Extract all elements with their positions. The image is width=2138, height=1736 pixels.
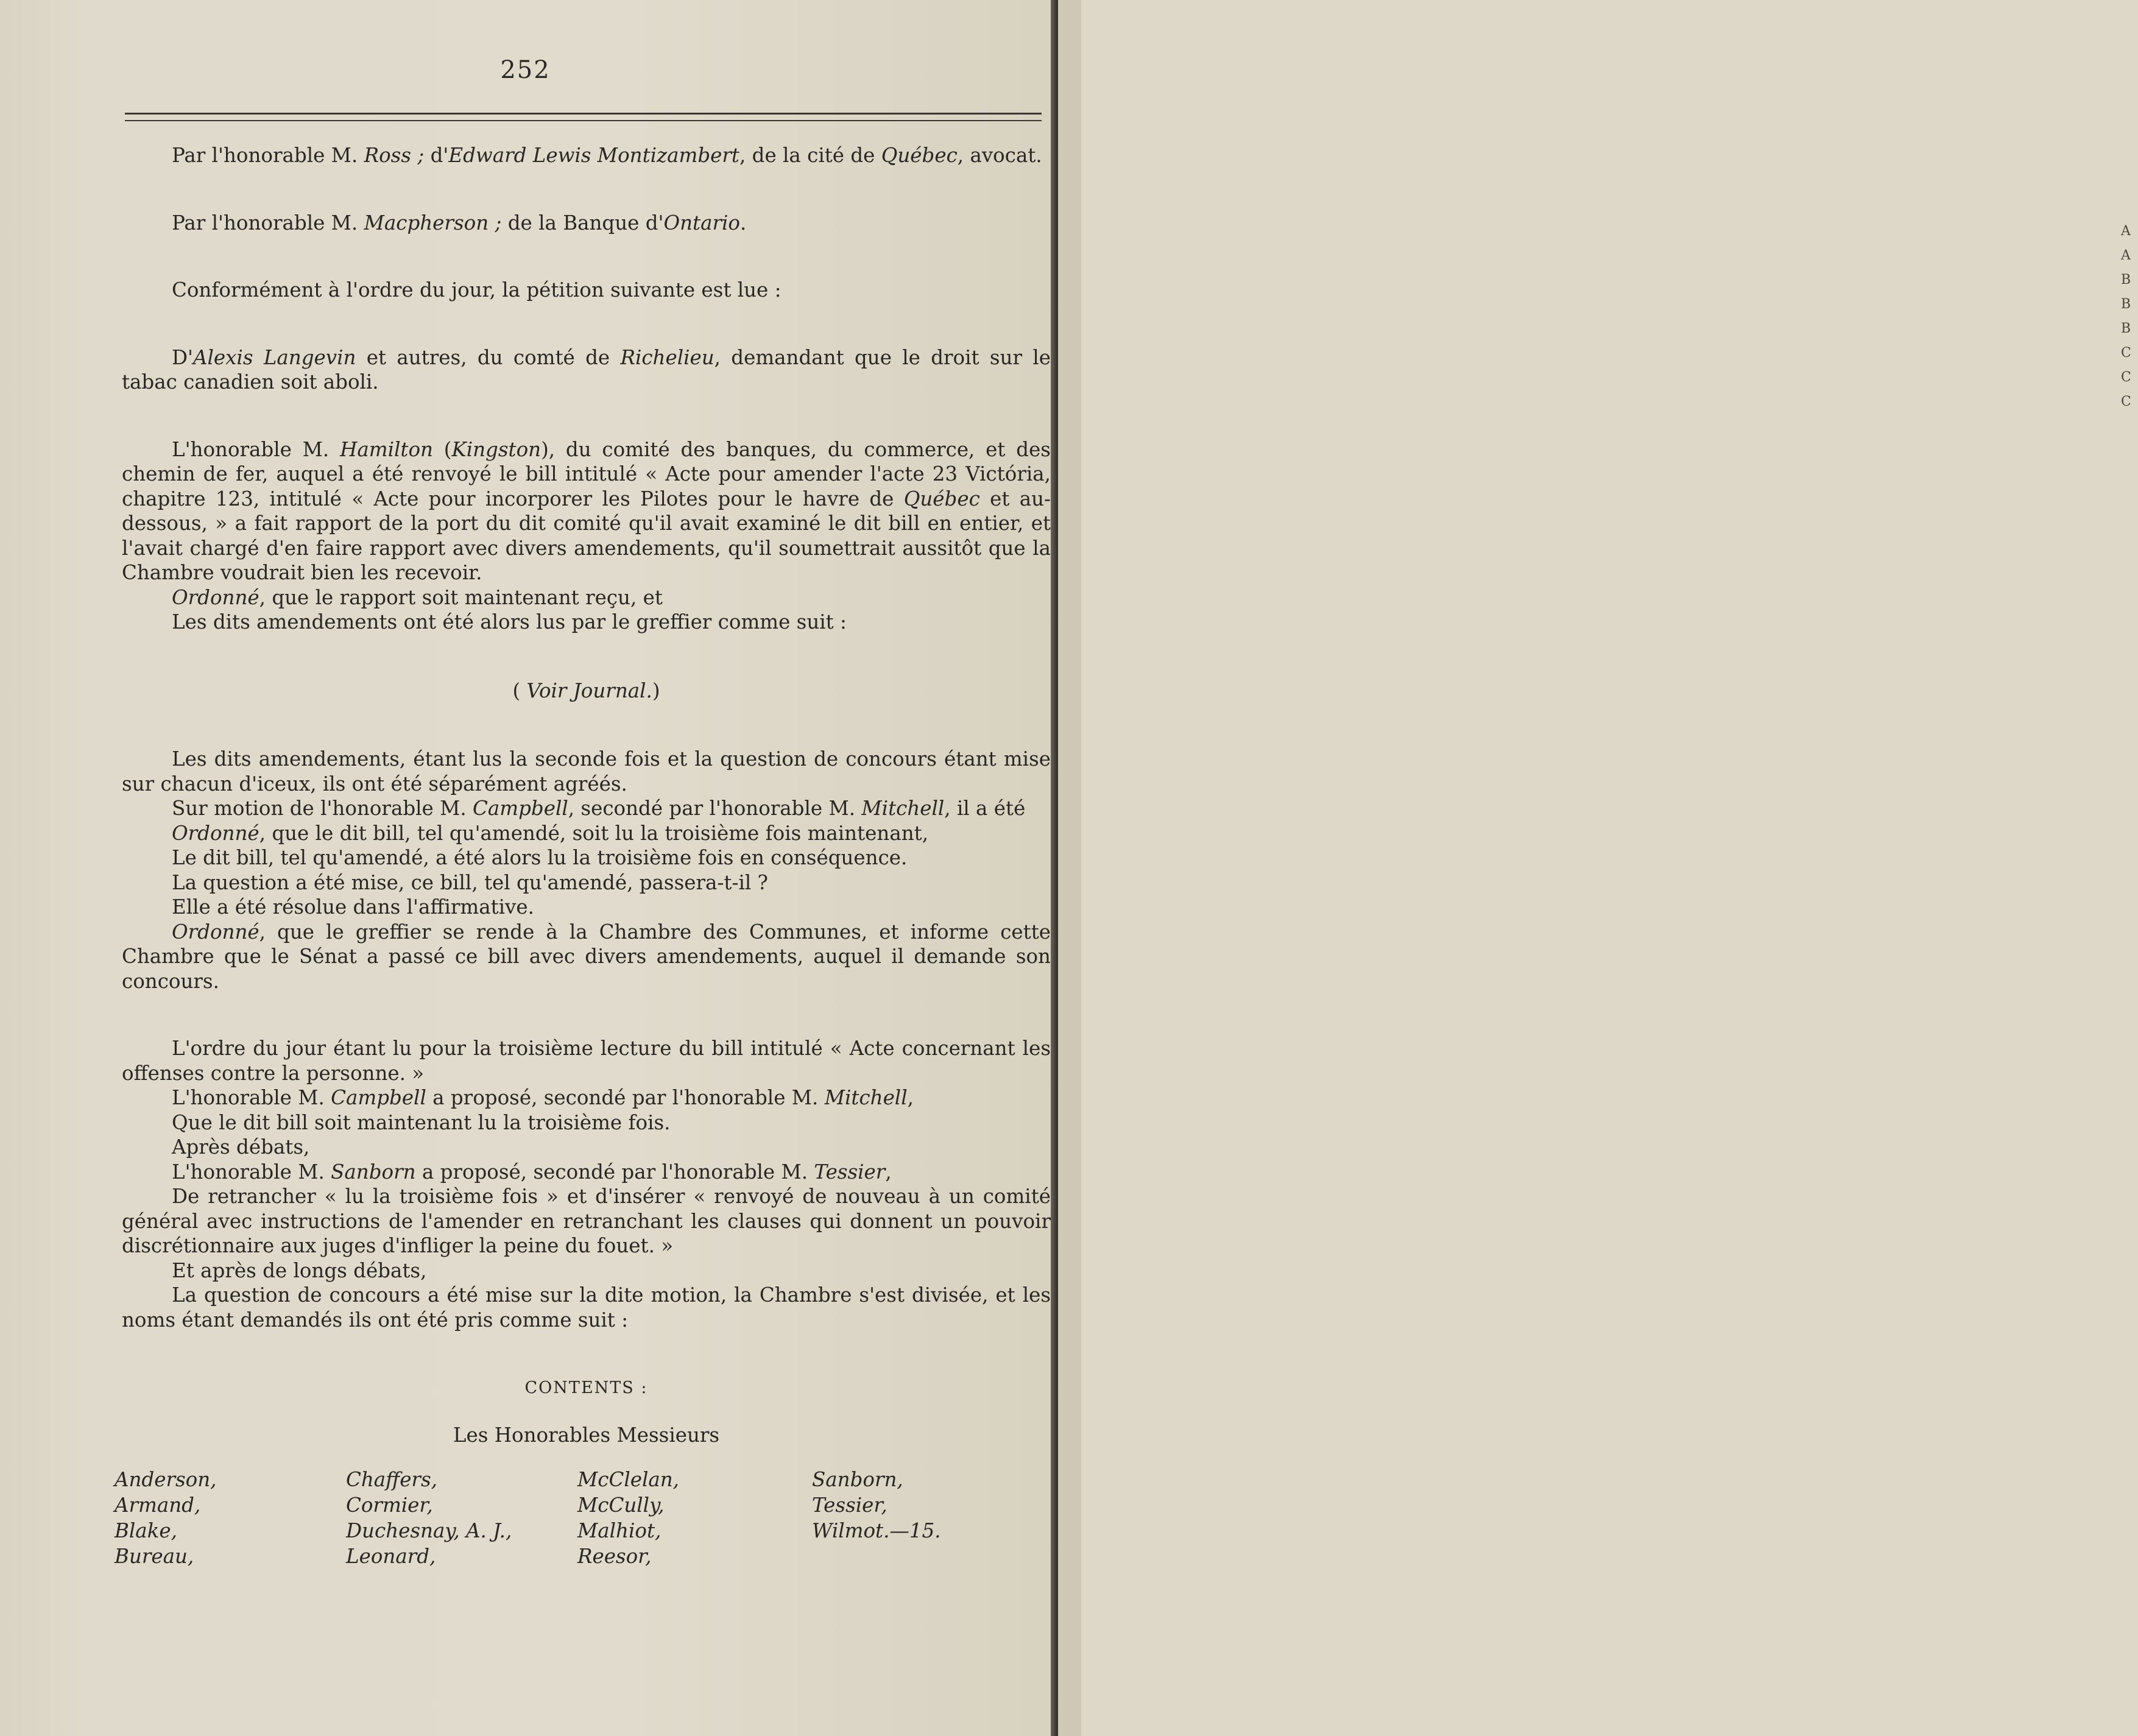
- italic-run: Kingston: [451, 437, 542, 461]
- italic-run: Sanborn: [331, 1160, 416, 1184]
- margin-letter: B: [2121, 297, 2131, 312]
- text-run: Les dits amendements ont été alors lus par le greffier comme suit :: [172, 610, 847, 633]
- margin-letter: A: [2121, 248, 2131, 263]
- paragraph: [122, 747, 1051, 796]
- member-name: McClelan,: [577, 1468, 680, 1491]
- names-column: [346, 1467, 577, 1569]
- italic-run: Edward Lewis Montizambert: [448, 144, 739, 167]
- voir-journal: [122, 679, 1051, 704]
- paragraph: [122, 437, 1051, 585]
- text-run: Par l'honorable M.: [172, 211, 364, 235]
- text-run: L'honorable M.: [172, 437, 340, 461]
- member-name: Bureau,: [115, 1545, 194, 1568]
- text-run: et au-dessous, » a fait rapport de la port du dit comité qu'il avait examiné le dit bill en entier, et l'avait chargé d'en faire rapport avec divers amendements, qu'il soumettrait aussitôt que la Chambre voudrait bien les recevoir.: [122, 487, 1051, 584]
- italic-run: Alexis Langevin: [193, 345, 356, 369]
- margin-letter: C: [2121, 370, 2131, 385]
- text-run: , avocat.: [957, 144, 1042, 167]
- margin-letter: B: [2121, 272, 2131, 288]
- text-run: Le dit bill, tel qu'amendé, a été alors lu la troisième fois en conséquence.: [172, 846, 908, 869]
- text-run: , secondé par l'honorable M.: [568, 797, 862, 820]
- text-run: (: [432, 437, 452, 461]
- paragraph: [122, 1258, 1051, 1283]
- paragraph: [122, 1184, 1051, 1258]
- text-run: , que le rapport soit maintenant reçu, et: [259, 585, 663, 609]
- italic-run: Tessier: [814, 1160, 886, 1184]
- italic-run: Campbell: [473, 797, 568, 820]
- paragraph: [122, 895, 1051, 920]
- member-name: Cormier,: [346, 1494, 433, 1517]
- paragraph: [122, 920, 1051, 994]
- text-run: Que le dit bill soit maintenant lu la troisième fois.: [172, 1110, 671, 1134]
- paragraph: [122, 796, 1051, 821]
- italic-run: Ordonné: [172, 920, 259, 944]
- italic-run: Ordonné: [172, 821, 259, 845]
- adjacent-page-edge: [1058, 0, 2131, 1736]
- paragraph: [122, 278, 1051, 303]
- text-run: ), du comité des banques, du commerce, et des chemin de fer, auquel a été renvoyé le bill intitulé « Acte pour amender l'acte 23 Victória, chapitre 123, intitulé « Acte pour incorporer les Pilotes pour le havre de: [122, 437, 1051, 510]
- text-run: Par l'honorable M.: [172, 144, 364, 167]
- text-run: , que le greffier se rende à la Chambre des Communes, et informe cette Chambre que le Sénat a passé ce bill avec divers amendements, auquel il demande son concours.: [122, 920, 1051, 993]
- paragraph: [122, 1110, 1051, 1135]
- paragraph: [122, 211, 1051, 236]
- paragraph: [122, 845, 1051, 870]
- text-run: , demandant que le droit sur le tabac canadien soit aboli.: [122, 345, 1051, 393]
- text-run: Après débats,: [172, 1135, 310, 1159]
- italic-run: Mitchell: [824, 1086, 908, 1109]
- adjacent-page-letters: [2121, 219, 2138, 414]
- text-run: La question de concours a été mise sur la dite motion, la Chambre s'est divisée, et les noms étant demandés ils ont été pris comme suit :: [122, 1283, 1051, 1332]
- italic-run: Mitchell: [861, 797, 945, 820]
- text-run: a proposé, secondé par l'honorable M.: [426, 1086, 825, 1109]
- text-run: L'ordre du jour étant lu pour la troisième lecture du bill intitulé « Acte concernant les offenses contre la personne. »: [122, 1037, 1051, 1085]
- text-run: De retrancher « lu la troisième fois » et d'insérer « renvoyé de nouveau à un comité général avec instructions de l'amender en retranchant les clauses qui donnent un pouvoir discrétionnaire aux juges d'infliger la peine du fouet. »: [122, 1185, 1051, 1257]
- margin-letter: C: [2121, 345, 2131, 361]
- member-name: Malhiot,: [577, 1519, 662, 1542]
- text-run: et autres, du comté de: [356, 345, 621, 369]
- honorables-heading: Les Honorables Messieurs: [453, 1423, 720, 1447]
- book-gutter: [1051, 0, 1058, 1736]
- paragraph: [122, 1283, 1051, 1332]
- text-run: D': [172, 345, 193, 369]
- italic-run: Ross ;: [364, 144, 425, 167]
- text-run: L'honorable M.: [172, 1086, 331, 1109]
- italic-run: Ontario: [663, 211, 740, 235]
- italic-run: Ordonné: [172, 585, 259, 609]
- text-run: Conformément à l'ordre du jour, la pétition suivante est lue :: [172, 278, 781, 302]
- member-name: Anderson,: [115, 1468, 217, 1491]
- text-run: , il a été: [944, 797, 1026, 820]
- page-number: 252: [500, 56, 551, 84]
- names-column: [812, 1467, 995, 1569]
- text-run: ,: [907, 1086, 914, 1109]
- text-run: (: [512, 679, 527, 702]
- member-name: Wilmot.—15.: [812, 1519, 941, 1542]
- header-rule: [125, 113, 1042, 115]
- header-rule-thin: [125, 120, 1042, 121]
- text-run: a proposé, secondé par l'honorable M.: [415, 1160, 814, 1184]
- member-name: Blake,: [115, 1519, 177, 1542]
- member-name: Chaffers,: [346, 1468, 437, 1491]
- names-column: [115, 1467, 346, 1569]
- text-run: Les dits amendements, étant lus la seconde fois et la question de concours étant mise sur chacun d'iceux, ils ont été séparément agréés.: [122, 747, 1051, 796]
- member-name: Reesor,: [577, 1545, 652, 1568]
- text-run: ): [652, 679, 660, 702]
- text-run: d': [424, 144, 449, 167]
- names-column: [577, 1467, 812, 1569]
- text-run: La question a été mise, ce bill, tel qu'amendé, passera-t-il ?: [172, 870, 768, 894]
- paragraph: [122, 585, 1051, 610]
- paragraph: [122, 610, 1051, 635]
- member-name: McCully,: [577, 1494, 665, 1517]
- paragraph: [122, 1135, 1051, 1160]
- text-run: Elle a été résolue dans l'affirmative.: [172, 895, 534, 919]
- text-run: de la Banque d': [501, 211, 664, 235]
- text-run: ,: [885, 1160, 892, 1184]
- member-name: Sanborn,: [812, 1468, 903, 1491]
- italic-run: Québec: [903, 487, 980, 510]
- margin-letter: A: [2121, 224, 2131, 239]
- member-name: Tessier,: [812, 1494, 887, 1517]
- paragraph: [122, 1085, 1051, 1110]
- paragraph: [122, 821, 1051, 846]
- names-list: [115, 1467, 1051, 1569]
- paragraph: [122, 1160, 1051, 1185]
- margin-letter: C: [2121, 394, 2131, 409]
- italic-run: Voir Journal.: [526, 679, 652, 702]
- text-run: .: [739, 211, 747, 235]
- body-text: [115, 143, 1051, 1569]
- italic-run: Campbell: [331, 1086, 426, 1109]
- italic-run: Richelieu: [620, 345, 714, 369]
- paragraph: [122, 143, 1051, 168]
- margin-letter: B: [2121, 321, 2131, 336]
- paragraph: [122, 345, 1051, 395]
- text-run: , de la cité de: [739, 144, 881, 167]
- member-name: Duchesnay, A. J.,: [346, 1519, 512, 1542]
- text-run: Et après de longs débats,: [172, 1258, 427, 1282]
- contents-heading: CONTENTS :: [524, 1378, 648, 1397]
- italic-run: Québec: [881, 144, 958, 167]
- text-run: L'honorable M.: [172, 1160, 331, 1184]
- italic-run: Hamilton: [340, 437, 433, 461]
- paragraph: [122, 1036, 1051, 1085]
- text-run: , que le dit bill, tel qu'amendé, soit lu la troisième fois maintenant,: [259, 821, 929, 845]
- paragraph: [122, 870, 1051, 895]
- text-run: Sur motion de l'honorable M.: [172, 797, 473, 820]
- member-name: Leonard,: [346, 1545, 436, 1568]
- member-name: Armand,: [115, 1494, 201, 1517]
- document-page: [0, 0, 1051, 1736]
- italic-run: Macpherson ;: [364, 211, 502, 235]
